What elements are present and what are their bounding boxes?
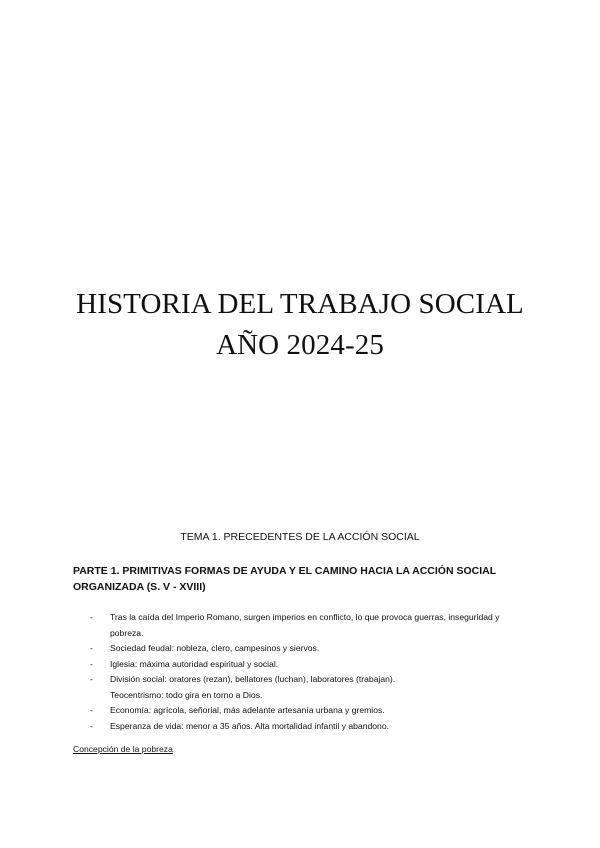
list-item-text: Tras la caída del Imperio Romano, surgen imperios en conflicto, lo que provoca guerras, inseguridad y pobreza. bbox=[110, 612, 500, 638]
bullet-dash: - bbox=[90, 643, 93, 653]
list-item bbox=[90, 610, 530, 641]
list-item bbox=[90, 641, 530, 657]
bullet-list bbox=[90, 610, 530, 734]
tema-heading: TEMA 1. PRECEDENTES DE LA ACCIÓN SOCIAL bbox=[180, 531, 420, 543]
list-item-text: Iglesia: máxima autoridad espiritual y social. bbox=[110, 658, 279, 669]
list-item-text: Economía: agrícola, señorial, más adelante artesanía urbana y gremios. bbox=[110, 705, 385, 715]
list-item bbox=[90, 672, 530, 703]
bullet-dash: - bbox=[90, 674, 93, 684]
bullet-dash: - bbox=[90, 720, 93, 731]
bullet-dash: - bbox=[90, 658, 93, 669]
bullet-dash: - bbox=[90, 705, 93, 715]
document-title bbox=[0, 284, 600, 366]
list-item-text: Esperanza de vida: menor a 35 años. Alta mortalidad infantil y abandono. bbox=[110, 720, 389, 731]
title-line-year: AÑO 2024-25 bbox=[216, 329, 384, 361]
parte-heading: PARTE 1. PRIMITIVAS FORMAS DE AYUDA Y EL CAMINO HACIA LA ACCIÓN SOCIAL ORGANIZADA (S. V - XVIII) bbox=[73, 565, 496, 593]
list-item-text: División social: oratores (rezan), bellatores (luchan), laboratores (trabajan). bbox=[110, 674, 396, 684]
bullet-dash: - bbox=[90, 612, 93, 622]
list-item bbox=[90, 657, 530, 673]
list-item bbox=[90, 703, 530, 719]
list-item-text: Sociedad feudal: nobleza, clero, campesinos y siervos. bbox=[110, 643, 320, 653]
section-heading-pobreza: Concepción de la pobreza bbox=[73, 744, 173, 754]
title-line-course: HISTORIA DEL TRABAJO SOCIAL bbox=[76, 288, 524, 320]
list-item bbox=[90, 719, 530, 735]
list-item-continuation: Teocentrismo: todo gira en torno a Dios. bbox=[110, 689, 263, 700]
